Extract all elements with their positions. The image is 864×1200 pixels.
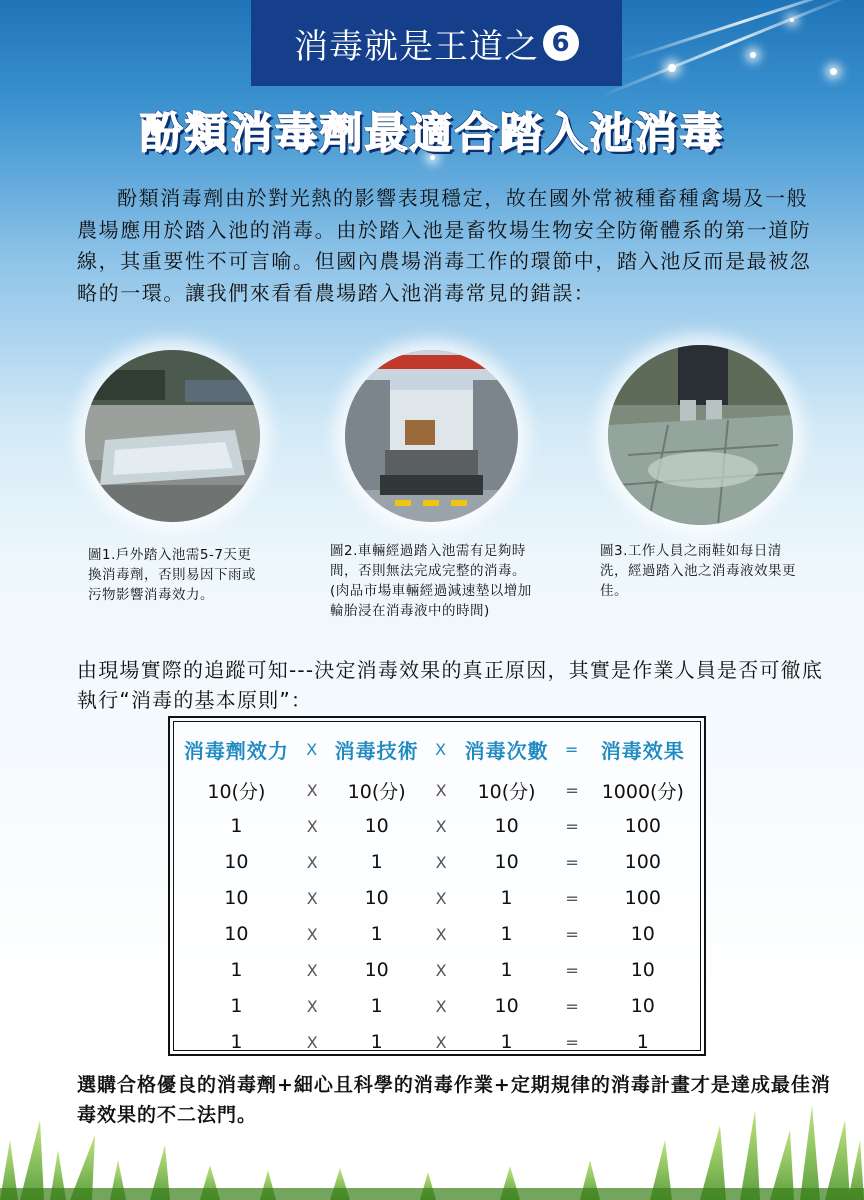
value-cell: 10 [494, 995, 519, 1017]
photo-boots-footbath [608, 345, 793, 525]
value-cell: 10 [224, 887, 249, 909]
formula-header-row [174, 726, 700, 772]
value-cell: 10 [364, 887, 389, 909]
value-cell: 10 [364, 815, 389, 837]
header-equals: = [564, 739, 580, 759]
operator-cell: X [435, 888, 447, 908]
operator-cell: X [306, 996, 318, 1016]
formula-row [174, 952, 700, 988]
operator-cell: = [565, 996, 579, 1016]
series-title-text: 消毒就是王道之 [294, 26, 539, 67]
operator-cell: = [565, 780, 579, 800]
operator-cell: X [306, 960, 318, 980]
operator-cell: = [565, 816, 579, 836]
operator-cell: X [435, 816, 447, 836]
operator-cell: = [565, 852, 579, 872]
header-potency: 消毒劑效力 [183, 738, 289, 763]
value-cell: 1 [500, 923, 513, 945]
formula-row [174, 772, 700, 808]
value-cell: 1 [500, 1031, 513, 1053]
figure-3-caption: 圖3.工作人員之雨鞋如每日清洗，經過踏入池之消毒液效果更佳。 [600, 543, 796, 599]
photo-outdoor-footbath [85, 350, 260, 522]
header-frequency: 消毒次數 [464, 738, 549, 763]
value-cell: 1 [230, 959, 243, 981]
photo-vehicle-lane [345, 350, 518, 522]
value-cell: 10(分) [477, 780, 536, 803]
operator-cell: X [435, 1032, 447, 1052]
operator-cell: X [306, 1032, 318, 1052]
formula-row [174, 916, 700, 952]
value-cell: 1 [230, 1031, 243, 1053]
operator-cell: X [435, 996, 447, 1016]
operator-cell: X [306, 924, 318, 944]
closing-statement: 選購合格優良的消毒劑+細心且科學的消毒作業+定期規律的消毒計畫才是達成最佳消毒效果的不二法門。 [77, 1074, 831, 1126]
value-cell: 10 [630, 923, 655, 945]
value-cell: 10 [224, 851, 249, 873]
summary-paragraph: 由現場實際的追蹤可知---決定消毒效果的真正原因，其實是作業人員是否可徹底執行“消毒的基本原則”： [77, 658, 824, 712]
series-title [251, 0, 622, 86]
operator-cell: X [306, 816, 318, 836]
operator-cell: X [435, 960, 447, 980]
value-cell: 10 [224, 923, 249, 945]
operator-cell: X [306, 852, 318, 872]
figure-2-caption: 圖2.車輛經過踏入池需有足夠時間，否則無法完成完整的消毒。(肉品市場車輛經過減速墊以增加輪胎浸在消毒液中的時間) [330, 543, 532, 619]
value-cell: 100 [624, 851, 661, 873]
formula-row [174, 880, 700, 916]
header-times-1: X [306, 739, 319, 759]
value-cell: 1 [370, 1031, 383, 1053]
value-cell: 10(分) [207, 780, 266, 803]
grass-decoration [0, 1080, 864, 1200]
header-technique: 消毒技術 [334, 738, 419, 763]
header-effect: 消毒效果 [600, 738, 685, 763]
operator-cell: X [306, 888, 318, 908]
operator-cell: X [435, 924, 447, 944]
operator-cell: = [565, 1032, 579, 1052]
value-cell: 1 [636, 1031, 649, 1053]
figure-1-caption: 圖1.戶外踏入池需5-7天更換消毒劑，否則易因下雨或污物影響消毒效力。 [88, 547, 256, 603]
value-cell: 10(分) [347, 780, 406, 803]
value-cell: 1 [500, 959, 513, 981]
operator-cell: X [435, 852, 447, 872]
value-cell: 1 [370, 995, 383, 1017]
value-cell: 1000(分) [601, 780, 684, 803]
value-cell: 10 [494, 851, 519, 873]
series-number-badge: 6 [543, 25, 579, 61]
operator-cell: = [565, 960, 579, 980]
value-cell: 10 [364, 959, 389, 981]
operator-cell: X [306, 780, 318, 800]
value-cell: 1 [230, 815, 243, 837]
page-headline: 酚類消毒劑最適合踏入池消毒 [139, 109, 725, 159]
value-cell: 1 [370, 851, 383, 873]
formula-row [174, 808, 700, 844]
formula-table [168, 716, 706, 1056]
value-cell: 1 [230, 995, 243, 1017]
value-cell: 100 [624, 815, 661, 837]
formula-row [174, 1024, 700, 1060]
value-cell: 10 [494, 815, 519, 837]
value-cell: 10 [630, 959, 655, 981]
value-cell: 1 [500, 887, 513, 909]
value-cell: 100 [624, 887, 661, 909]
operator-cell: = [565, 924, 579, 944]
formula-row [174, 988, 700, 1024]
value-cell: 10 [630, 995, 655, 1017]
intro-paragraph: 酚類消毒劑由於對光熱的影響表現穩定，故在國外常被種畜種禽場及一般農場應用於踏入池的消毒。由於踏入池是畜牧場生物安全防衛體系的第一道防線，其重要性不可言喻。但國內農場消毒工作的環節中，踏入池反而是最被忽略的一環。讓我們來看看農場踏入池消毒常見的錯誤： [77, 186, 812, 305]
operator-cell: X [435, 780, 447, 800]
header-times-2: X [435, 739, 448, 759]
formula-row [174, 844, 700, 880]
value-cell: 1 [370, 923, 383, 945]
operator-cell: = [565, 888, 579, 908]
